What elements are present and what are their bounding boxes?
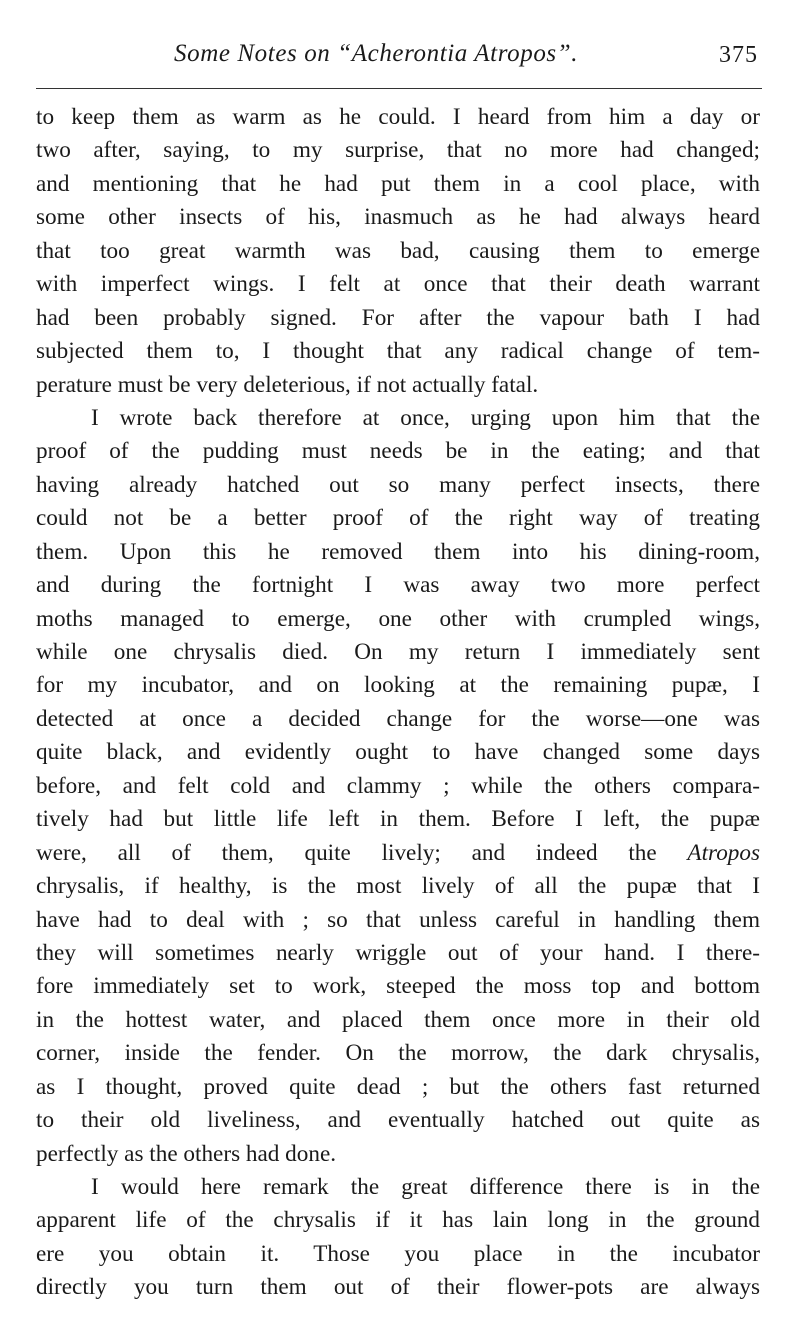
text-line: chrysalis, if healthy, is the most lively of all the pupæ that I <box>36 873 760 900</box>
text-line: could not be a better proof of the right way of treating <box>36 505 760 532</box>
text-line: subjected them to, I thought that any radical change of tem- <box>36 338 760 365</box>
text-line: proof of the pudding must needs be in the eating; and that <box>36 438 760 465</box>
text-line: while one chrysalis died. On my return I immediately sent <box>36 639 760 665</box>
page-number: 375 <box>719 42 758 68</box>
text-line: for my incubator, and on looking at the remaining pupæ, I <box>36 672 760 699</box>
running-head <box>36 40 762 80</box>
text-line: had been probably signed. For after the vapour bath I had <box>36 304 760 331</box>
text-line: perfectly as the others had done. <box>36 1140 337 1167</box>
text-line: tively had but little life left in them. Before I left, the pupæ <box>36 806 760 833</box>
text-line: to their old liveliness, and eventually hatched out quite as <box>36 1107 760 1134</box>
text-line: as I thought, proved quite dead ; but the others fast returned <box>36 1073 760 1100</box>
body-text <box>36 101 760 1305</box>
text-line: moths managed to emerge, one other with crumpled wings, <box>36 605 760 632</box>
text-line: two after, saying, to my surprise, that no more had changed; <box>36 137 760 164</box>
text-line: corner, inside the fender. On the morrow, the dark chrysalis, <box>36 1040 760 1067</box>
text-line <box>36 837 760 870</box>
text-line: they will sometimes nearly wriggle out of your hand. I there- <box>36 939 760 966</box>
text-line-start: were, all of them, quite lively; and indeed the <box>36 839 688 866</box>
text-line: having already hatched out so many perfect insects, there <box>36 471 760 498</box>
text-line: and mentioning that he had put them in a cool place, with <box>36 170 760 197</box>
text-line: some other insects of his, inasmuch as he had always heard <box>36 204 760 231</box>
text-line: fore immediately set to work, steeped the moss top and bottom <box>36 973 760 1000</box>
text-line: them. Upon this he removed them into his dining-room, <box>36 538 760 565</box>
text-line: that too great warmth was bad, causing them to emerge <box>36 237 760 264</box>
text-line: before, and felt cold and clammy ; while the others compara- <box>36 772 760 799</box>
text-line: to keep them as warm as he could. I heard from him a day or <box>36 104 760 130</box>
text-line: with imperfect wings. I felt at once that their death warrant <box>36 271 760 298</box>
text-line: perature must be very deleterious, if not actually fatal. <box>36 371 539 398</box>
italic-term: Atropos <box>687 839 760 866</box>
text-line: I wrote back therefore at once, urging upon him that the <box>91 404 760 431</box>
running-title: Some Notes on “Acherontia Atropos”. <box>174 40 579 67</box>
text-line: ere you obtain it. Those you place in the incubator <box>36 1240 760 1267</box>
text-line: detected at once a decided change for the worse—one was <box>36 705 760 732</box>
text-line: and during the fortnight I was away two more perfect <box>36 572 760 599</box>
text-line: quite black, and evidently ought to have changed some days <box>36 739 760 766</box>
text-line: directly you turn them out of their flower-pots are always <box>36 1274 760 1301</box>
text-line: have had to deal with ; so that unless careful in handling them <box>36 906 760 933</box>
text-line: in the hottest water, and placed them once more in their old <box>36 1006 760 1033</box>
header-rule <box>36 88 762 89</box>
text-line: I would here remark the great difference there is in the <box>91 1174 760 1200</box>
text-line: apparent life of the chrysalis if it has lain long in the ground <box>36 1207 760 1234</box>
